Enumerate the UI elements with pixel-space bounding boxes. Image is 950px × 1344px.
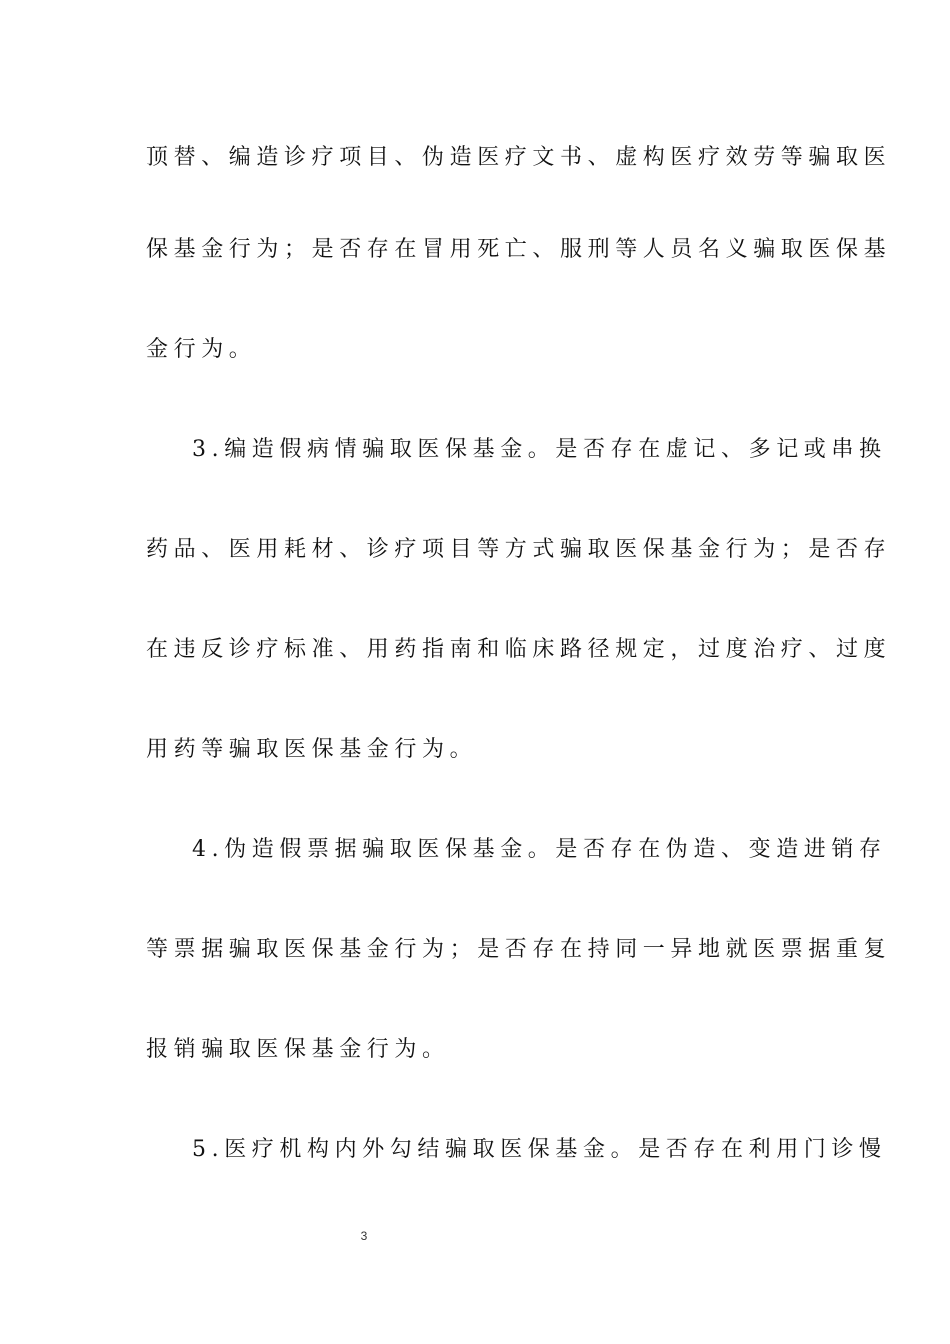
section-4-heading-line: 4.伪造假票据骗取医保基金。是否存在伪造、变造进销存 (192, 837, 887, 862)
text-line: 保基金行为；是否存在冒用死亡、服刑等人员名义骗取医保基 (146, 237, 892, 262)
text-line: 顶替、编造诊疗项目、伪造医疗文书、虚构医疗效劳等骗取医 (146, 145, 892, 170)
text-line: 报销骗取医保基金行为。 (146, 1037, 450, 1062)
text-line: 等票据骗取医保基金行为；是否存在持同一异地就医票据重复 (146, 937, 892, 962)
section-3-heading-line: 3.编造假病情骗取医保基金。是否存在虚记、多记或串换 (192, 437, 887, 462)
text-line: 金行为。 (146, 337, 257, 362)
text-line: 用药等骗取医保基金行为。 (146, 737, 478, 762)
text-line: 在违反诊疗标准、用药指南和临床路径规定，过度治疗、过度 (146, 637, 892, 662)
section-5-heading-line: 5.医疗机构内外勾结骗取医保基金。是否存在利用门诊慢 (192, 1137, 887, 1162)
page-number: 3 (360, 1229, 368, 1243)
text-line: 药品、医用耗材、诊疗项目等方式骗取医保基金行为；是否存 (146, 537, 892, 562)
